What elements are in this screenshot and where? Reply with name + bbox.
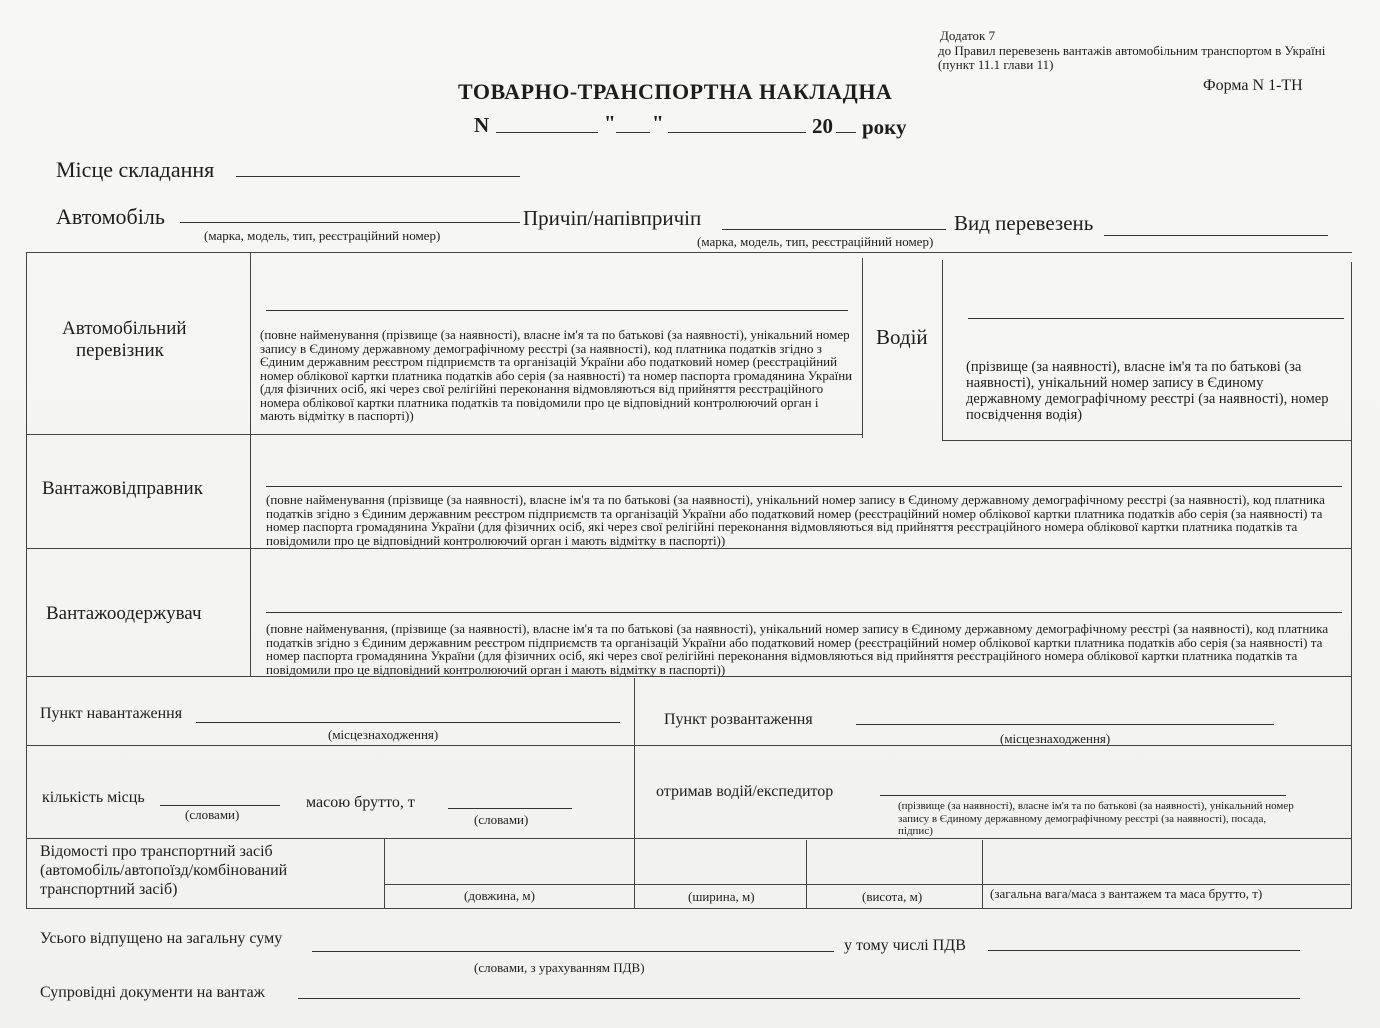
consignee-field[interactable] bbox=[266, 612, 1342, 613]
gross-weight-hint: (словами) bbox=[474, 812, 529, 827]
points-divider bbox=[634, 678, 635, 908]
length-hint: (довжина, м) bbox=[464, 888, 535, 903]
vehicle-info-divider-2 bbox=[806, 840, 807, 908]
quantity-row-bottom bbox=[26, 838, 1352, 839]
width-hint: (ширина, м) bbox=[688, 889, 755, 904]
vat-label: у тому числі ПДВ bbox=[844, 937, 966, 954]
number-label: N bbox=[474, 113, 490, 137]
driver-divider-left bbox=[862, 258, 863, 438]
vehicle-info-divider-1 bbox=[384, 838, 385, 908]
shipper-hint: (повне найменування (прізвище (за наявності), власне ім'я та по батькові (за наявності), унікальний номер запису в Єдиному державному демографічному реєстрі (за наявності), код платника податків згідно з Єдиним державним реєстром підприємств та організацій України або податковий номер (реєстраційний номер облікової картки платника податків або серія (за наявності) та номер паспорта громадянина України (для фізичних осіб, які через свої релігійні переконання відмовляються від прийняття реєстраційного номера облікової картки платника податків та повідомили про це відповідний контролюючий орган і мають відмітку в паспорті)) bbox=[266, 492, 1325, 548]
places-field[interactable] bbox=[160, 805, 280, 806]
year-prefix: 20 bbox=[812, 114, 833, 138]
form-label: Форма N 1-ТН bbox=[1203, 77, 1303, 94]
weight-hint: (загальна вага/маса з вантажем та маса брутто, т) bbox=[990, 886, 1263, 901]
year-suffix: року bbox=[862, 115, 907, 139]
shipper-label: Вантажовідправник bbox=[42, 478, 203, 499]
vehicle-info-row-bottom bbox=[26, 908, 1352, 909]
places-hint: (словами) bbox=[185, 807, 240, 822]
driver-divider-right bbox=[942, 260, 943, 440]
vehicle-info-divider-3 bbox=[982, 840, 983, 908]
month-field[interactable] bbox=[668, 132, 806, 133]
carrier-row-bottom bbox=[26, 434, 862, 435]
table-border-right bbox=[1351, 262, 1352, 908]
consignee-label: Вантажоодержувач bbox=[46, 603, 202, 624]
date-quote-open: " bbox=[604, 111, 616, 135]
driver-hint: (прізвище (за наявності), власне ім'я та по батькові (за наявності), унікальний номер запису в Єдиному державному демографічному реєстрі (за наявності), номер посвідчення водія) bbox=[966, 359, 1329, 423]
document-title: ТОВАРНО-ТРАНСПОРТНА НАКЛАДНА bbox=[458, 79, 893, 104]
received-by-label: отримав водій/експедитор bbox=[656, 783, 834, 800]
appendix-line-2: до Правил перевезень вантажів автомобільним транспортом в Україні bbox=[938, 43, 1326, 58]
transport-type-label: Вид перевезень bbox=[954, 211, 1094, 235]
received-by-hint: (прізвище (за наявності), власне ім'я та по батькові (за наявності), унікальний номер запису в Єдиному державному демографічному реєстрі (за наявності), посада, підпис) bbox=[898, 800, 1294, 837]
consignee-row-bottom bbox=[26, 676, 1352, 677]
day-field[interactable] bbox=[616, 132, 650, 133]
total-sum-label: Усього відпущено на загальну суму bbox=[40, 930, 283, 947]
trailer-field[interactable] bbox=[722, 229, 946, 230]
gross-weight-field[interactable] bbox=[448, 808, 572, 809]
driver-field[interactable] bbox=[968, 318, 1344, 319]
driver-label: Водій bbox=[876, 325, 928, 349]
consignee-hint: (повне найменування, (прізвище (за наявності), власне ім'я та по батькові (за наявності), унікальний номер запису в Єдиному державному демографічному реєстрі (за наявності), код платника податків згідно з Єдиним державним реєстром підприємств та організацій України або податковий номер (реєстраційний номер облікової картки платника податків або серія (за наявності) та номер паспорта громадянина України (для фізичних осіб, які через свої релігійні переконання відмовляються від прийняття реєстраційного номера облікової картки платника податків та повідомили про це відповідний контролюючий орган і мають відмітку в паспорті)) bbox=[266, 621, 1329, 677]
date-quote-close: " bbox=[652, 111, 664, 135]
height-hint: (висота, м) bbox=[862, 889, 923, 904]
car-label: Автомобіль bbox=[56, 204, 165, 229]
place-field[interactable] bbox=[236, 176, 520, 177]
trailer-hint: (марка, модель, тип, реєстраційний номер) bbox=[697, 234, 934, 249]
unloading-point-label: Пункт розвантаження bbox=[664, 711, 813, 728]
trailer-label: Причіп/напівпричіп bbox=[523, 206, 702, 230]
appendix-line-3: (пункт 11.1 глави 11) bbox=[938, 57, 1054, 72]
driver-row-bottom bbox=[942, 440, 1352, 441]
accompanying-docs-field[interactable] bbox=[298, 998, 1300, 999]
table-border-left bbox=[26, 252, 27, 908]
car-hint: (марка, модель, тип, реєстраційний номер) bbox=[204, 228, 441, 243]
points-row-bottom bbox=[26, 745, 1352, 746]
shipper-row-bottom bbox=[26, 548, 1352, 549]
total-sum-field[interactable] bbox=[312, 951, 834, 952]
label-column-divider bbox=[250, 252, 251, 676]
vat-field[interactable] bbox=[988, 950, 1300, 951]
carrier-label-line1: Автомобільний bbox=[62, 318, 187, 339]
vehicle-info-value-line bbox=[384, 884, 1350, 885]
loading-point-label: Пункт навантаження bbox=[40, 705, 183, 722]
table-border-top bbox=[26, 252, 1352, 253]
carrier-field[interactable] bbox=[266, 310, 848, 311]
unloading-point-hint: (місцезнаходження) bbox=[1000, 731, 1111, 746]
appendix-line-1: Додаток 7 bbox=[940, 28, 996, 43]
loading-point-field[interactable] bbox=[196, 722, 620, 723]
transport-type-field[interactable] bbox=[1104, 235, 1328, 236]
year-field[interactable] bbox=[836, 132, 856, 133]
vehicle-info-label: Відомості про транспортний засіб (автомобіль/автопоїзд/комбінований транспортний засіб) bbox=[40, 843, 288, 898]
loading-point-hint: (місцезнаходження) bbox=[328, 727, 439, 742]
number-field[interactable] bbox=[496, 132, 598, 133]
car-field[interactable] bbox=[180, 222, 520, 223]
place-label: Місце складання bbox=[56, 157, 215, 182]
received-by-field[interactable] bbox=[880, 795, 1286, 796]
carrier-label-line2: перевізник bbox=[76, 340, 164, 361]
shipper-field[interactable] bbox=[266, 486, 1342, 487]
total-sum-hint: (словами, з урахуванням ПДВ) bbox=[474, 960, 645, 975]
accompanying-docs-label: Супровідні документи на вантаж bbox=[40, 984, 265, 1001]
carrier-hint: (повне найменування (прізвище (за наявності), власне ім'я та по батькові (за наявності), унікальний номер запису в Єдиному державному демографічному реєстрі (за наявності), код платника податків згідно з Єдиним державним реєстром підприємств та організацій України або податковий номер (реєстраційний номер облікової картки платника податків або серія (за наявності) та номер паспорта громадянина України (для фізичних осіб, які через свої релігійні переконання відмовляються від прийняття реєстраційного номера облікової картки платника податків та повідомили про це відповідний контролюючий орган і мають відмітку в паспорті)) bbox=[260, 327, 853, 423]
gross-weight-label: масою брутто, т bbox=[306, 794, 415, 811]
places-label: кількість місць bbox=[42, 789, 145, 806]
unloading-point-field[interactable] bbox=[856, 724, 1274, 725]
